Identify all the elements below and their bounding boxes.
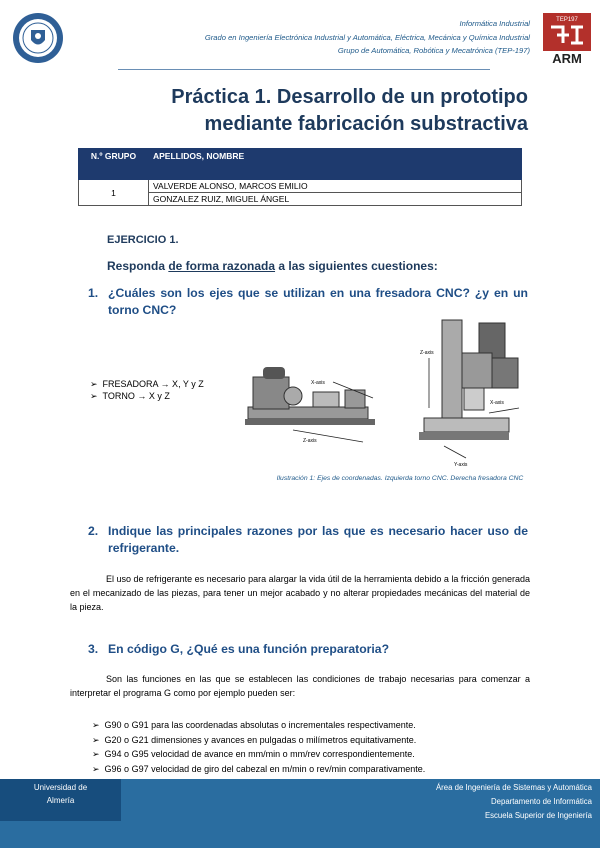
question-2-answer: El uso de refrigerante es necesario para alargar la vida útil de la herramienta debido a la fricción generada en el mecanizado de las piezas, para tener un mejor acabado y no alterar propiedades mecánicas del material de la pieza. — [70, 574, 530, 612]
intro-before: Responda — [107, 259, 169, 273]
bullet-text: G94 o G95 velocidad de avance en mm/min o mm/rev correspondientemente. — [104, 749, 415, 759]
footer-right-line-3: Escuela Superior de Ingeniería — [484, 811, 592, 820]
mill-z-axis-label: Z-axis — [420, 350, 434, 356]
illustration-caption: Ilustración 1: Ejes de coordenadas. Izquierda torno CNC. Derecha fresadora CNC — [276, 475, 524, 482]
bullet-text: TORNO → X y Z — [102, 391, 170, 401]
question-3-number: 3. — [88, 642, 99, 656]
table-row — [79, 180, 522, 193]
question-3-answer: Son las funciones en las que se establecen las condiciones de trabajo necesarias para comenzar a interpretar el programa G como por ejemplo pueden ser: — [70, 674, 530, 698]
q3-bullets — [92, 718, 425, 776]
question-1-text: ¿Cuáles son los ejes que se utilizan en una fresadora CNC? ¿y en un torno CNC? — [108, 286, 528, 317]
member-name: VALVERDE ALONSO, MARCOS EMILIO — [149, 180, 522, 193]
question-2 — [88, 523, 528, 557]
arm-logo-icon — [543, 13, 591, 65]
bullet-text: FRESADORA → X, Y y Z — [102, 379, 204, 389]
question-2-number: 2. — [88, 524, 99, 538]
university-seal-icon — [12, 12, 64, 64]
cnc-lathe-illustration — [233, 362, 385, 454]
header-names: APELLIDOS, NOMBRE — [149, 149, 522, 180]
exercise-intro — [107, 259, 438, 273]
footer-university — [0, 779, 121, 821]
header-line-1: Informática Industrial — [459, 19, 530, 28]
list-item: ➢ TORNO → X y Z — [90, 391, 170, 401]
footer-right-line-2: Departamento de Informática — [491, 797, 592, 806]
header-divider — [118, 69, 490, 70]
logo-top-text: TEP197 — [556, 17, 578, 23]
bullet-text: G20 o G21 dimensiones y avances en pulgadas o milímetros equitativamente. — [104, 734, 417, 745]
footer-left-line-2: Almería — [46, 796, 75, 805]
lathe-z-axis-label: Z-axis — [303, 438, 317, 444]
question-2-text: Indique las principales razones por las que es necesario hacer uso de refrigerante. — [108, 524, 528, 555]
footer-left-line-1: Universidad de — [33, 783, 88, 792]
question-3 — [88, 641, 528, 658]
question-3-text: En código G, ¿Qué es una función preparatoria? — [108, 642, 390, 656]
bullet-text: G90 o G91 para las coordenadas absolutas o incrementales respectivamente. — [104, 720, 416, 730]
title-line-2: mediante fabricación substractiva — [204, 113, 528, 135]
list-item: ➢ G20 o G21 dimensiones y avances en pulgadas o milímetros equitativamente. — [92, 734, 417, 745]
mill-y-axis-label: Y-axis — [454, 462, 468, 468]
cnc-mill-illustration — [404, 318, 524, 470]
page-title — [120, 84, 528, 138]
exercise-heading: EJERCICIO 1. — [107, 234, 179, 246]
header-text — [90, 17, 530, 58]
q1-bullets — [90, 378, 204, 402]
question-1-number: 1. — [88, 286, 99, 300]
intro-emphasis: de forma razonada — [168, 259, 276, 273]
group-table — [78, 148, 522, 206]
footer-department — [436, 781, 592, 823]
question-1 — [88, 285, 528, 319]
list-item: ➢ G96 o G97 velocidad de giro del cabezal en m/min o rev/min comparativamente. — [92, 763, 426, 774]
mill-x-axis-label: X-axis — [490, 400, 504, 406]
intro-after: a las siguientes cuestiones: — [275, 259, 438, 273]
logo-text: ARM — [552, 51, 582, 65]
lathe-x-axis-label: X-axis — [311, 380, 325, 386]
group-number: 1 — [79, 180, 149, 206]
header-line-2: Grado en Ingeniería Electrónica Industrial y Automática, Eléctrica, Mecánica y Química Industrial — [204, 32, 530, 42]
member-name: GONZALEZ RUIZ, MIGUEL ÁNGEL — [149, 193, 522, 206]
header-line-3: Grupo de Automática, Robótica y Mecatrónica (TEP-197) — [337, 46, 530, 55]
list-item: ➢ G94 o G95 velocidad de avance en mm/min o mm/rev correspondientemente. — [92, 749, 415, 759]
table-header-row — [79, 149, 522, 180]
bullet-text: G96 o G97 velocidad de giro del cabezal en m/min o rev/min comparativamente. — [104, 763, 426, 774]
list-item: ➢ G90 o G91 para las coordenadas absolutas o incrementales respectivamente. — [92, 720, 416, 730]
header-group-number: N.º GRUPO — [79, 149, 149, 180]
title-line-1: Práctica 1. Desarrollo de un prototipo — [171, 86, 528, 108]
list-item: ➢ FRESADORA → X, Y y Z — [90, 379, 204, 389]
footer-right-line-1: Área de Ingeniería de Sistemas y Automática — [435, 783, 592, 792]
